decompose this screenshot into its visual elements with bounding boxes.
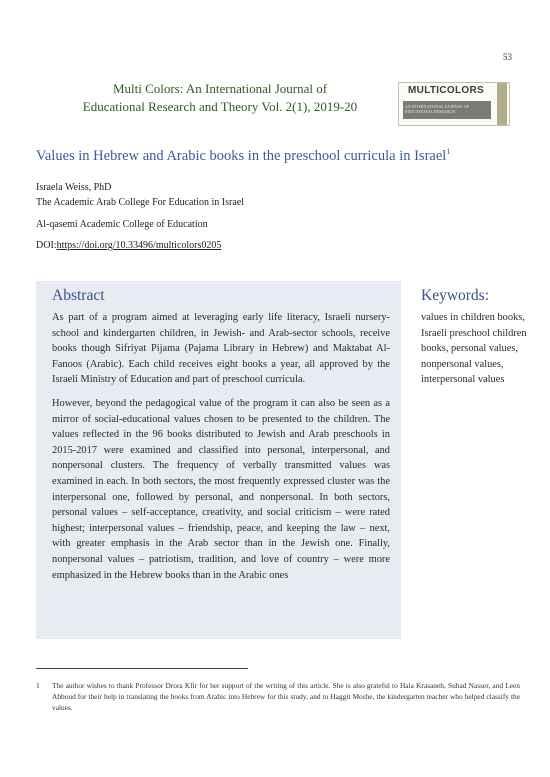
doi-label: DOI:	[36, 240, 57, 251]
logo-stripe	[497, 83, 507, 125]
journal-header	[60, 80, 380, 116]
footnote-divider	[36, 668, 248, 669]
logo-title: MULTICOLORS	[408, 85, 484, 96]
footnote	[36, 680, 520, 713]
abstract-body	[52, 310, 390, 591]
author-affiliation-2: Al-qasemi Academic College of Education	[36, 219, 208, 230]
journal-title-line2: Educational Research and Theory Vol. 2(1), 2019-20	[82, 99, 358, 114]
footnote-mark: 1	[36, 681, 40, 690]
abstract-paragraph-1: As part of a program aimed at leveraging early life literacy, Israeli nursery-school and kindergarten children, in Jewish- and Arab-sector schools, receive books though Sifriyat Pijama (Pajama Library in Hebrew) and Maktabat Al-Fanoos (Arabic). Each child receives eight books a year, all approved by the Israeli Ministry of Education and part of preschool curricula.	[52, 312, 390, 386]
abstract-heading: Abstract	[52, 287, 105, 304]
article-title-text: Values in Hebrew and Arabic books in the preschool curricula in Israel	[36, 147, 447, 164]
keywords-list: values in children books, Israeli preschool children books, personal values, nonpersonal values, interpersonal values	[421, 312, 527, 386]
doi-line	[36, 240, 221, 251]
logo-subtitle: AN INTERNATIONAL JOURNAL OF EDUCATIONAL RESEARCH	[405, 104, 469, 114]
journal-title-line1: Multi Colors: An International Journal of	[112, 81, 328, 96]
doi-link[interactable]: https://doi.org/10.33496/multicolors0205	[56, 240, 222, 251]
article-title	[36, 147, 526, 165]
journal-logo	[398, 82, 510, 126]
author-affiliation-1: The Academic Arab College For Education in Israel	[36, 197, 244, 208]
keywords-heading: Keywords:	[421, 287, 490, 304]
page-number: 53	[503, 52, 512, 62]
abstract-paragraph-2: However, beyond the pedagogical value of the program it can also be seen as a mirror of social-educational values chosen to be presented to the children. The values reflected in the 96 books distributed to Jewish and Arab preschools in 2015-2017 were examined and classified into personal, interpersonal, and nonpersonal clusters. The frequency of verbally transmitted values was examined in each. In both sectors, the most frequently expressed cluster was the interpersonal one, followed by personal, and nonpersonal. In both sectors, personal values – self-acceptance, creativity, and social criticism – were rated highest; interpersonal values – friendship, peace, and keeping the law – next, with greater emphasis in the Arab sector than in the Jewish one. Finally, nonpersonal values – patriotism, tradition, and love of country – were more emphasized in the Hebrew books than in the Arabic ones	[52, 397, 390, 581]
author-name: Israela Weiss, PhD	[36, 182, 112, 193]
footnote-text: The author wishes to thank Professor Drora Kfir for her support of the writing of this article. She is also grateful to Hala Krasaneh, Suhad Nasser, and Leen Abboud for their help in translating the books from Arabic into Hebrew for this study, and to Haggit Moshe, the kindergarten teacher who helped classify the values.	[52, 681, 520, 712]
title-footnote-mark: 1	[446, 147, 451, 156]
